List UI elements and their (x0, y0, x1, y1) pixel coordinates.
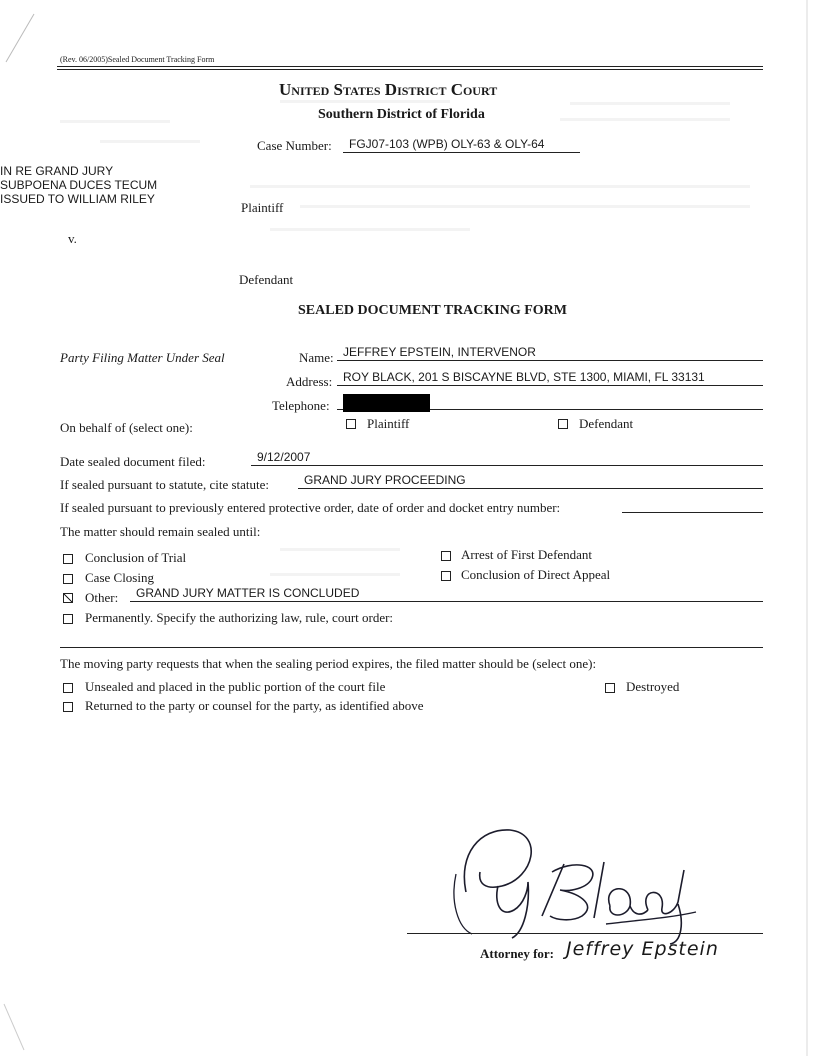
name-field: JEFFREY EPSTEIN, INTERVENOR (337, 344, 763, 361)
scan-edge (806, 0, 808, 1056)
date-filed-field: 9/12/2007 (251, 449, 763, 466)
telephone-label: Telephone: (272, 398, 330, 413)
destroyed-label: Destroyed (626, 679, 680, 694)
plaintiff-option-label: Plaintiff (367, 416, 410, 431)
date-filed-label: Date sealed document filed: (60, 454, 206, 469)
court-title: United States District Court (279, 80, 498, 99)
statute-field: GRAND JURY PROCEEDING (298, 472, 763, 489)
defendant-label: Defendant (239, 272, 294, 287)
returned-checkbox[interactable] (63, 702, 73, 712)
expiry-label: The moving party requests that when the sealing period expires, the filed matter should be (select one): (60, 656, 597, 671)
form-title: SEALED DOCUMENT TRACKING FORM (298, 303, 568, 318)
permanently-checkbox[interactable] (63, 614, 73, 624)
party-heading: Party Filing Matter Under Seal (60, 350, 225, 365)
defendant-option-label: Defendant (579, 416, 634, 431)
conclusion-direct-appeal-checkbox[interactable] (441, 571, 451, 581)
plaintiff-name: IN RE GRAND JURY SUBPOENA DUCES TECUM ISSUED TO WILLIAM RILEY (0, 164, 158, 206)
destroyed-checkbox[interactable] (605, 683, 615, 693)
behalf-label: On behalf of (select one): (60, 420, 193, 435)
case-number-field: FGJ07-103 (WPB) OLY-63 & OLY-64 (343, 136, 580, 153)
other-field: GRAND JURY MATTER IS CONCLUDED (130, 585, 763, 602)
defendant-checkbox[interactable] (558, 419, 568, 429)
case-closing-checkbox[interactable] (63, 574, 73, 584)
permanently-label: Permanently. Specify the authorizing law, rule, court order: (85, 610, 394, 625)
case-number-label: Case Number: (257, 138, 332, 153)
plaintiff-checkbox[interactable] (346, 419, 356, 429)
conclusion-direct-appeal-label: Conclusion of Direct Appeal (461, 567, 611, 582)
unsealed-checkbox[interactable] (63, 683, 73, 693)
remain-sealed-label: The matter should remain sealed until: (60, 524, 261, 539)
attorney-for-label: Attorney for: (480, 946, 554, 961)
versus-label: v. (68, 231, 77, 246)
protective-order-field (622, 496, 763, 513)
redaction-box (343, 394, 430, 412)
protective-order-label: If sealed pursuant to previously entered protective order, date of order and docket entry number: (60, 500, 561, 515)
attorney-for-handwritten: Jeffrey Epstein (566, 938, 719, 960)
statute-label: If sealed pursuant to statute, cite statute: (60, 477, 270, 492)
district-name: Southern District of Florida (318, 107, 485, 122)
case-closing-label: Case Closing (85, 570, 154, 585)
other-label: Other: (85, 590, 119, 605)
form-revision-label: (Rev. 06/2005)Sealed Document Tracking Form (60, 55, 215, 64)
returned-label: Returned to the party or counsel for the party, as identified above (85, 698, 424, 713)
signature-line (407, 933, 763, 934)
other-checkbox-checked[interactable] (63, 593, 73, 603)
permanently-authority-line (60, 647, 763, 648)
header-rule (57, 66, 763, 67)
address-field: ROY BLACK, 201 S BISCAYNE BLVD, STE 1300, MIAMI, FL 33131 (337, 369, 763, 386)
unsealed-label: Unsealed and placed in the public portion of the court file (85, 679, 386, 694)
header-rule (57, 69, 763, 70)
arrest-first-defendant-checkbox[interactable] (441, 551, 451, 561)
scan-margin-mark (0, 0, 40, 80)
arrest-first-defendant-label: Arrest of First Defendant (461, 547, 593, 562)
conclusion-of-trial-checkbox[interactable] (63, 554, 73, 564)
address-label: Address: (286, 374, 333, 389)
conclusion-of-trial-label: Conclusion of Trial (85, 550, 187, 565)
scan-margin-mark (0, 1000, 30, 1056)
name-label: Name: (299, 350, 334, 365)
plaintiff-label: Plaintiff (241, 200, 284, 215)
